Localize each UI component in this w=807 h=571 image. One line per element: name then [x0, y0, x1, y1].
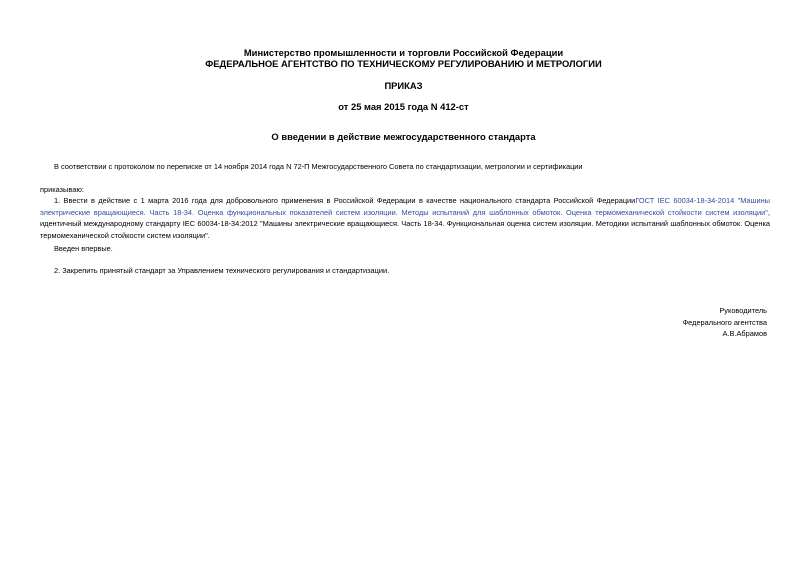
standard-link[interactable]: ГОСТ IEC 60034-18-34-2014 "Машины электрические вращающиеся. Часть 18-34. Оценка функциональных показателей систем изоляции. Методы испытаний для шаблонных обмоток. Оценка термомеханической стойкости систем изоляции"	[40, 196, 770, 217]
date-number-line: от 25 мая 2015 года N 412-ст	[338, 101, 469, 112]
signature-block	[683, 305, 767, 340]
item2-paragraph: 2. Закрепить принятый стандарт за Управлением технического регулирования и стандартизации.	[54, 266, 390, 275]
signature-title-line2: Федерального агентства	[682, 317, 767, 327]
doc-type-title: ПРИКАЗ	[384, 80, 423, 91]
preamble-paragraph: В соответствии с протоколом по переписке от 14 ноября 2014 года N 72-П Межгосударственного Совета по стандартизации, метрологии и сертификации	[54, 162, 583, 171]
signature-name: А.В.Абрамов	[722, 329, 767, 338]
item1-paragraph	[40, 195, 770, 241]
item1-end-text: , идентичный международному стандарту IEC 60034-18-34:2012 "Машины электрические вращающиеся. Часть 18-34. Функциональная оценка систем изоляции. Методики испытаний шаблонных обмоток. Оценка термомеханической стойкости систем изоляции".	[40, 207, 770, 240]
agency-line: ФЕДЕРАЛЬНОЕ АГЕНТСТВО ПО ТЕХНИЧЕСКОМУ РЕГУЛИРОВАНИЮ И МЕТРОЛОГИИ	[205, 58, 602, 69]
order-word: приказываю:	[40, 185, 84, 194]
ministry-line: Министерство промышленности и торговли Российской Федерации	[243, 47, 564, 58]
item1-start-text: 1. Ввести в действие с 1 марта 2016 года для добровольного применения в Российской Федерации в качестве национального стандарта Российской Федерации	[54, 196, 636, 205]
subject-title: О введении в действие межгосударственного стандарта	[271, 131, 536, 142]
signature-title-line1: Руководитель	[719, 306, 767, 315]
first-introduced-note: Введен впервые.	[54, 244, 113, 253]
